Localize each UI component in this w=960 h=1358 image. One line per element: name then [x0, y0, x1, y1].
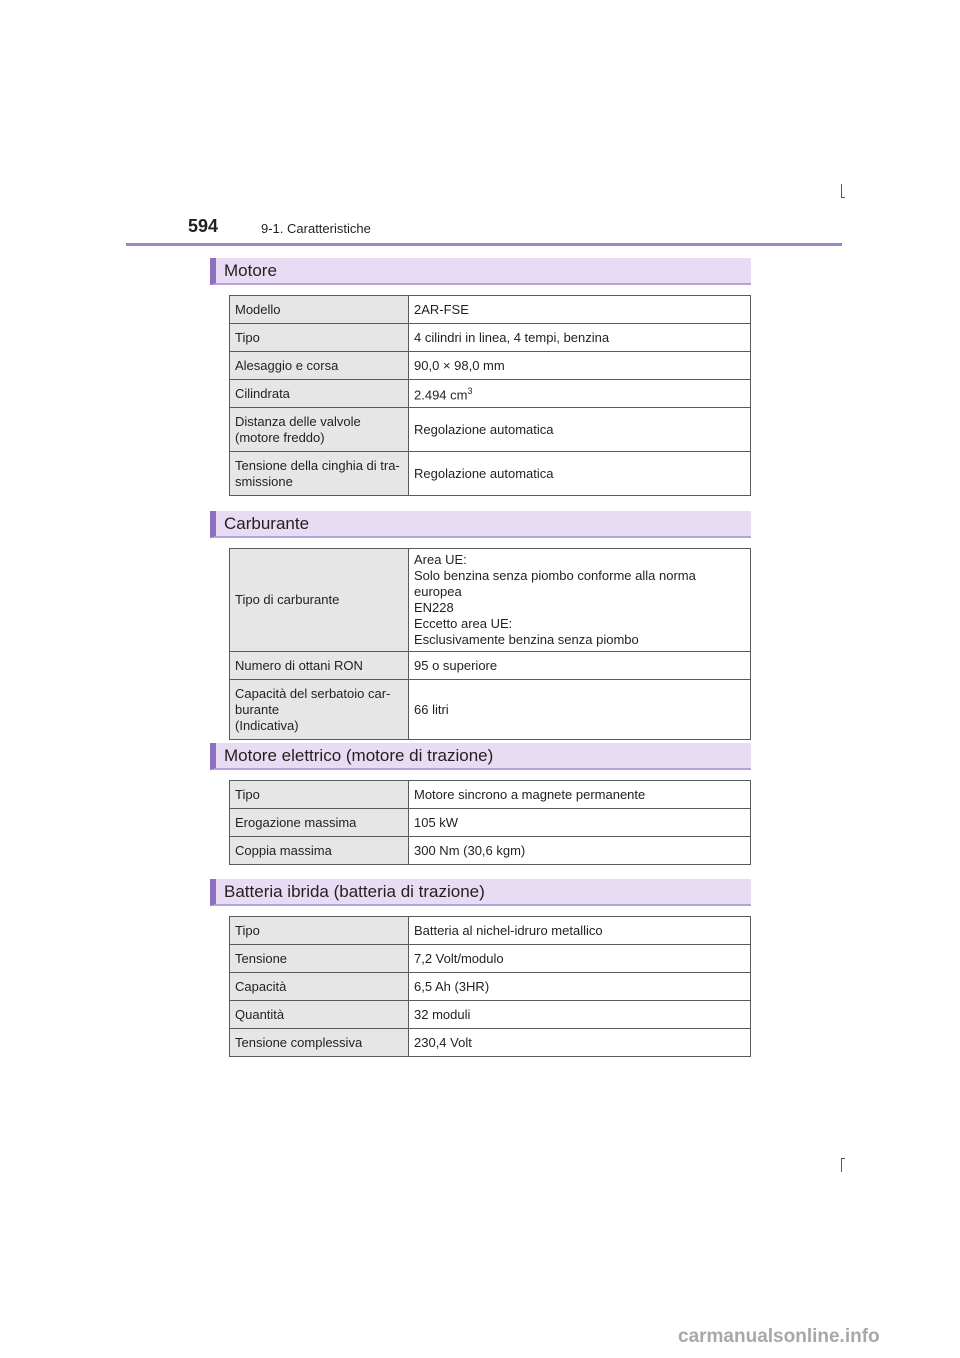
row-key: [230, 408, 409, 452]
spec-table-carburante: [229, 548, 751, 740]
superscript: 3: [467, 386, 473, 397]
table-row: [230, 380, 751, 408]
value-line: Solo benzina senza piombo conforme alla norma europea: [414, 568, 696, 599]
row-key: Tipo: [230, 917, 409, 945]
row-key: [230, 680, 409, 740]
value-line: EN228: [414, 600, 454, 615]
table-row: [230, 837, 751, 865]
row-value: 300 Nm (30,6 kgm): [409, 837, 751, 865]
row-key: Numero di ottani RON: [230, 652, 409, 680]
row-value: 105 kW: [409, 809, 751, 837]
row-value: 2AR-FSE: [409, 296, 751, 324]
row-key: Cilindrata: [230, 380, 409, 408]
table-row: [230, 296, 751, 324]
section-motore: [210, 258, 751, 496]
table-row: [230, 352, 751, 380]
row-value: 95 o superiore: [409, 652, 751, 680]
section-title: Carburante: [210, 511, 751, 538]
table-row: [230, 1001, 751, 1029]
key-line: smissione: [235, 473, 293, 489]
row-value: 230,4 Volt: [409, 1029, 751, 1057]
table-row: [230, 781, 751, 809]
row-value: [409, 380, 751, 408]
row-value: 90,0 × 98,0 mm: [409, 352, 751, 380]
row-key: Tipo: [230, 781, 409, 809]
crop-mark-top: [841, 184, 842, 198]
chapter-title: 9-1. Caratteristiche: [261, 221, 371, 236]
table-row: [230, 324, 751, 352]
row-key: Erogazione massima: [230, 809, 409, 837]
row-key: Modello: [230, 296, 409, 324]
row-key: Capacità: [230, 973, 409, 1001]
table-row: [230, 1029, 751, 1057]
key-line: Capacità del serbatoio car-: [235, 685, 391, 701]
row-value: 4 cilindri in linea, 4 tempi, benzina: [409, 324, 751, 352]
table-row: [230, 917, 751, 945]
crop-mark-bottom: [841, 1158, 842, 1172]
row-key: Tipo di carburante: [230, 549, 409, 652]
value-line: Eccetto area UE:: [414, 616, 513, 631]
table-row: [230, 452, 751, 496]
key-line: Distanza delle valvole: [235, 413, 361, 429]
key-line: burante: [235, 701, 280, 717]
spec-table-motore: [229, 295, 751, 496]
table-row: [230, 945, 751, 973]
crop-mark-bottom-foot: [841, 1158, 845, 1159]
section-title: Motore: [210, 258, 751, 285]
row-value: 7,2 Volt/modulo: [409, 945, 751, 973]
page-number: 594: [188, 216, 219, 236]
value-line: Esclusivamente benzina senza piombo: [414, 632, 639, 647]
row-value: Motore sincrono a magnete permanente: [409, 781, 751, 809]
section-motore-elettrico: [210, 743, 751, 865]
row-value: [409, 549, 751, 652]
row-key: Alesaggio e corsa: [230, 352, 409, 380]
section-title: Batteria ibrida (batteria di trazione): [210, 879, 751, 906]
table-row: [230, 652, 751, 680]
crop-mark-top-foot: [841, 197, 845, 198]
section-batteria-ibrida: [210, 879, 751, 1057]
row-key: Coppia massima: [230, 837, 409, 865]
table-row: [230, 809, 751, 837]
table-row: [230, 973, 751, 1001]
row-value: 32 moduli: [409, 1001, 751, 1029]
key-line: Tensione della cinghia di tra-: [235, 457, 400, 473]
value-line: Area UE:: [414, 552, 467, 567]
key-line: (motore freddo): [235, 429, 325, 445]
header-rule: [126, 243, 842, 246]
section-carburante: [210, 511, 751, 740]
row-key: Quantità: [230, 1001, 409, 1029]
section-title: Motore elettrico (motore di trazione): [210, 743, 751, 770]
value-text: 2.494 cm: [414, 387, 468, 403]
table-row: [230, 549, 751, 652]
table-row: [230, 408, 751, 452]
spec-table-batteria: [229, 916, 751, 1057]
row-value: Regolazione automatica: [409, 452, 751, 496]
watermark: carmanualsonline.info: [678, 1326, 880, 1347]
table-row: [230, 680, 751, 740]
row-key: Tensione complessiva: [230, 1029, 409, 1057]
row-key: Tipo: [230, 324, 409, 352]
row-value: 6,5 Ah (3HR): [409, 973, 751, 1001]
row-key: [230, 452, 409, 496]
row-value: Batteria al nichel-idruro metallico: [409, 917, 751, 945]
key-line: (Indicativa): [235, 717, 299, 733]
spec-table-motore-elettrico: [229, 780, 751, 865]
row-value: 66 litri: [409, 680, 751, 740]
row-value: Regolazione automatica: [409, 408, 751, 452]
row-key: Tensione: [230, 945, 409, 973]
